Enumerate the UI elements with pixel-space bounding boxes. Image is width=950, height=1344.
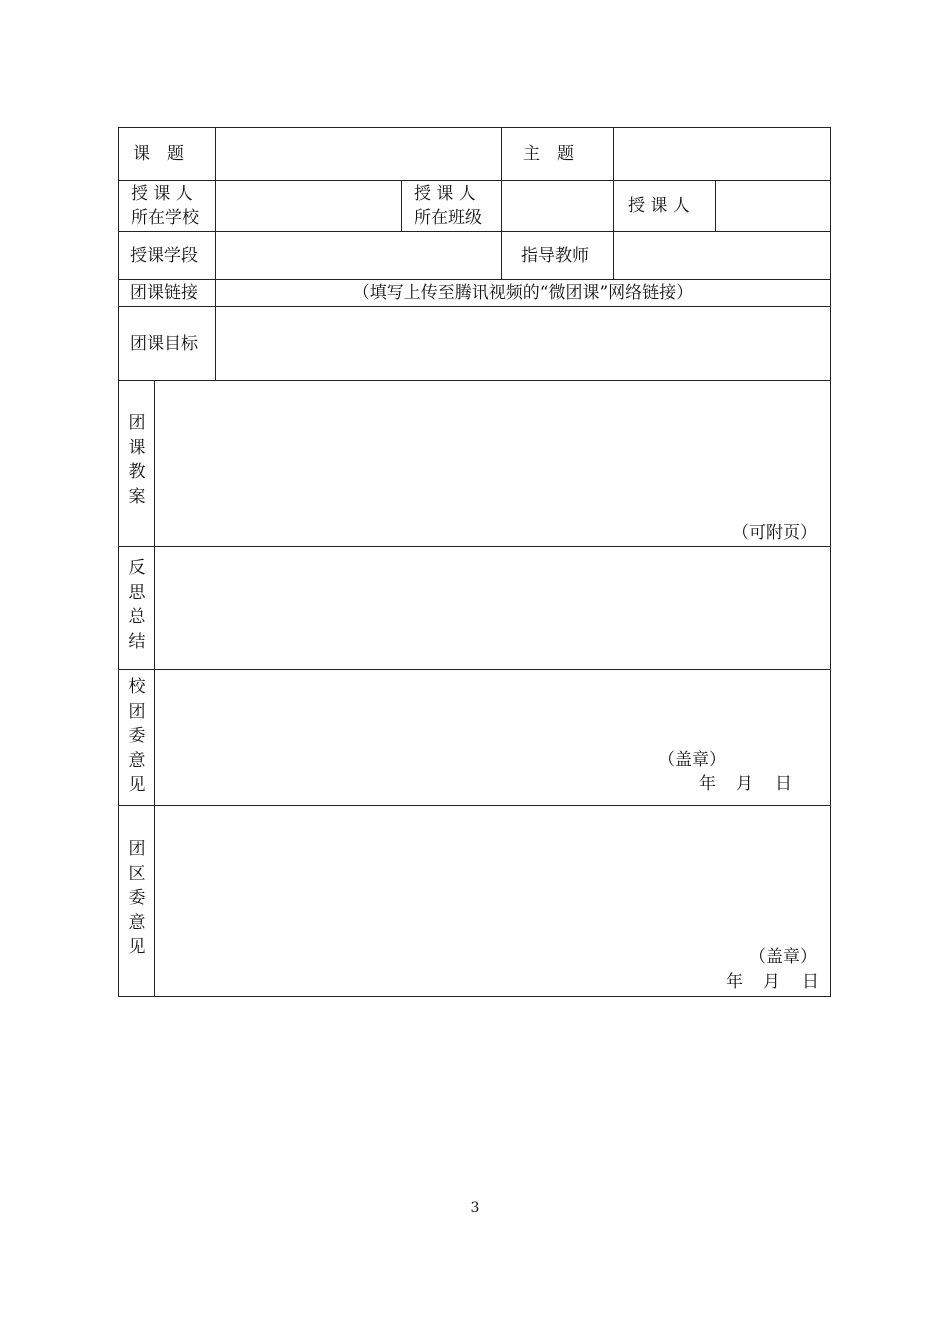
link-hint: （填写上传至腾讯视频的“微团课”网络链接） bbox=[352, 283, 694, 303]
district-committee-label-char: 团 bbox=[128, 839, 146, 859]
plan-input-cell[interactable] bbox=[155, 381, 831, 547]
district-committee-label-char: 意 bbox=[128, 912, 146, 933]
teacher-school-label-line1: 授 课 人 bbox=[131, 184, 193, 204]
date-month: 月 bbox=[763, 972, 780, 992]
teacher-label: 授 课 人 bbox=[628, 196, 690, 216]
district-committee-label-cell bbox=[119, 806, 155, 997]
reflection-label bbox=[119, 556, 155, 654]
school-committee-label-char: 意 bbox=[128, 750, 146, 771]
school-seal-note: （盖章） bbox=[658, 750, 726, 770]
plan-label-cell bbox=[119, 381, 155, 547]
teacher-class-input-cell[interactable] bbox=[502, 181, 614, 232]
plan-label bbox=[119, 411, 155, 509]
stage-label: 授课学段 bbox=[130, 245, 198, 266]
date-month: 月 bbox=[736, 774, 753, 794]
reflection-label-char: 结 bbox=[128, 631, 146, 652]
stage-label-cell bbox=[119, 232, 216, 280]
link-input-cell[interactable] bbox=[216, 280, 831, 307]
goal-input-cell[interactable] bbox=[216, 307, 831, 381]
district-committee-label bbox=[119, 837, 155, 960]
school-committee-label-cell bbox=[119, 670, 155, 806]
teacher-class-label-line1: 授 课 人 bbox=[414, 184, 476, 204]
school-committee-label-char: 团 bbox=[128, 701, 146, 722]
theme-input-cell[interactable] bbox=[614, 128, 831, 181]
plan-label-char: 教 bbox=[128, 462, 146, 482]
date-day: 日 bbox=[775, 774, 792, 794]
link-label: 团课链接 bbox=[130, 283, 198, 303]
school-committee-input-cell[interactable] bbox=[155, 670, 831, 806]
teacher-input-cell[interactable] bbox=[716, 181, 831, 232]
plan-attachment-note: （可附页） bbox=[732, 523, 817, 543]
school-committee-label-char: 委 bbox=[128, 726, 146, 746]
reflection-label-char: 反 bbox=[128, 558, 146, 578]
link-label-cell bbox=[119, 280, 216, 307]
school-sign-date bbox=[699, 772, 792, 796]
advisor-input-cell[interactable] bbox=[614, 232, 831, 280]
theme-label-cell bbox=[502, 128, 614, 181]
teacher-school-label-cell bbox=[119, 181, 216, 232]
district-committee-label-char: 见 bbox=[128, 937, 146, 957]
date-year: 年 bbox=[699, 774, 716, 794]
school-committee-label-char: 校 bbox=[128, 677, 146, 697]
topic-label-cell bbox=[119, 128, 216, 181]
stage-input-cell[interactable] bbox=[216, 232, 502, 280]
topic-input-cell[interactable] bbox=[216, 128, 502, 181]
district-committee-label-char: 委 bbox=[128, 888, 146, 908]
school-committee-label bbox=[119, 675, 155, 798]
reflection-label-char: 思 bbox=[128, 582, 146, 603]
reflection-label-char: 总 bbox=[128, 607, 146, 627]
reflection-input-cell[interactable] bbox=[155, 547, 831, 670]
date-year: 年 bbox=[726, 972, 743, 992]
advisor-label-cell bbox=[502, 232, 614, 280]
date-day: 日 bbox=[802, 972, 819, 992]
teacher-school-label-line2: 所在学校 bbox=[131, 208, 199, 228]
teacher-class-label-cell bbox=[402, 181, 502, 232]
goal-label-cell bbox=[119, 307, 216, 381]
application-form-table bbox=[118, 127, 831, 997]
plan-label-char: 课 bbox=[128, 437, 146, 458]
district-committee-label-char: 区 bbox=[128, 863, 146, 884]
teacher-school-input-cell[interactable] bbox=[216, 181, 402, 232]
topic-label: 课 题 bbox=[133, 144, 184, 164]
page-number: 3 bbox=[470, 1200, 480, 1216]
school-committee-label-char: 见 bbox=[128, 775, 146, 795]
district-sign-date bbox=[726, 970, 819, 994]
advisor-label: 指导教师 bbox=[521, 245, 589, 266]
teacher-label-cell bbox=[614, 181, 716, 232]
plan-label-char: 团 bbox=[128, 413, 146, 433]
district-seal-note: （盖章） bbox=[749, 947, 817, 967]
goal-label: 团课目标 bbox=[130, 333, 198, 354]
reflection-label-cell bbox=[119, 547, 155, 670]
teacher-class-label-line2: 所在班级 bbox=[414, 208, 482, 228]
district-committee-input-cell[interactable] bbox=[155, 806, 831, 997]
theme-label: 主 题 bbox=[523, 144, 574, 164]
plan-label-char: 案 bbox=[128, 486, 146, 507]
